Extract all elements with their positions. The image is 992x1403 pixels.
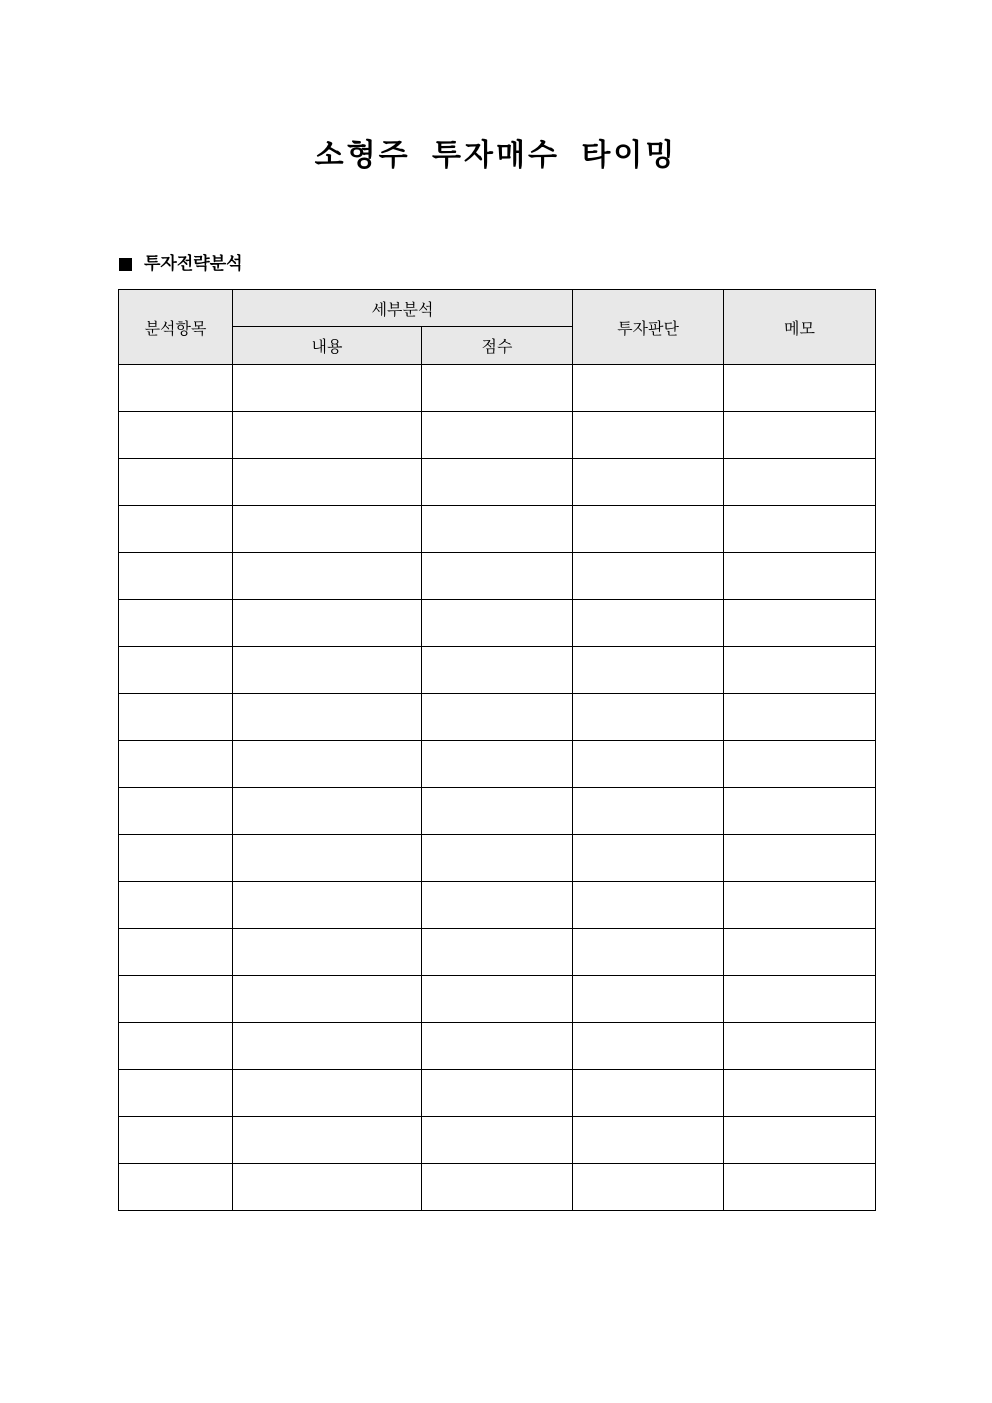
cell-score[interactable] <box>422 788 573 835</box>
cell-investment-decision[interactable] <box>573 788 724 835</box>
cell-content[interactable] <box>233 1070 422 1117</box>
table-row <box>119 459 876 506</box>
cell-memo[interactable] <box>724 600 876 647</box>
cell-memo[interactable] <box>724 882 876 929</box>
cell-analysis-item[interactable] <box>119 835 233 882</box>
cell-score[interactable] <box>422 835 573 882</box>
cell-memo[interactable] <box>724 412 876 459</box>
cell-memo[interactable] <box>724 694 876 741</box>
cell-score[interactable] <box>422 600 573 647</box>
cell-investment-decision[interactable] <box>573 882 724 929</box>
cell-memo[interactable] <box>724 1164 876 1211</box>
section-heading-label: 투자전략분석 <box>144 254 243 274</box>
cell-content[interactable] <box>233 459 422 506</box>
table-row <box>119 1117 876 1164</box>
cell-investment-decision[interactable] <box>573 647 724 694</box>
cell-content[interactable] <box>233 741 422 788</box>
cell-score[interactable] <box>422 1117 573 1164</box>
cell-content[interactable] <box>233 1164 422 1211</box>
cell-content[interactable] <box>233 882 422 929</box>
cell-memo[interactable] <box>724 788 876 835</box>
cell-score[interactable] <box>422 647 573 694</box>
header-detail-analysis: 세부분석 <box>233 290 573 327</box>
cell-memo[interactable] <box>724 1117 876 1164</box>
table-row <box>119 882 876 929</box>
page-title: 소형주 투자매수 타이밍 <box>314 138 678 173</box>
cell-analysis-item[interactable] <box>119 929 233 976</box>
cell-analysis-item[interactable] <box>119 506 233 553</box>
cell-investment-decision[interactable] <box>573 929 724 976</box>
cell-investment-decision[interactable] <box>573 1023 724 1070</box>
cell-memo[interactable] <box>724 553 876 600</box>
header-investment-decision: 투자판단 <box>573 290 724 365</box>
table-row <box>119 1164 876 1211</box>
cell-score[interactable] <box>422 1023 573 1070</box>
cell-memo[interactable] <box>724 741 876 788</box>
cell-investment-decision[interactable] <box>573 1117 724 1164</box>
cell-content[interactable] <box>233 600 422 647</box>
cell-analysis-item[interactable] <box>119 1117 233 1164</box>
cell-content[interactable] <box>233 412 422 459</box>
cell-analysis-item[interactable] <box>119 1070 233 1117</box>
cell-memo[interactable] <box>724 976 876 1023</box>
cell-investment-decision[interactable] <box>573 506 724 553</box>
cell-content[interactable] <box>233 835 422 882</box>
cell-memo[interactable] <box>724 365 876 412</box>
cell-investment-decision[interactable] <box>573 976 724 1023</box>
cell-score[interactable] <box>422 741 573 788</box>
cell-content[interactable] <box>233 1117 422 1164</box>
cell-memo[interactable] <box>724 1070 876 1117</box>
cell-investment-decision[interactable] <box>573 1070 724 1117</box>
cell-investment-decision[interactable] <box>573 835 724 882</box>
table-row <box>119 835 876 882</box>
table-row <box>119 365 876 412</box>
table-row <box>119 788 876 835</box>
table-row <box>119 741 876 788</box>
table-row <box>119 600 876 647</box>
cell-content[interactable] <box>233 506 422 553</box>
cell-analysis-item[interactable] <box>119 741 233 788</box>
cell-score[interactable] <box>422 412 573 459</box>
cell-analysis-item[interactable] <box>119 1164 233 1211</box>
table-row <box>119 647 876 694</box>
table-row <box>119 506 876 553</box>
cell-memo[interactable] <box>724 647 876 694</box>
table-body <box>119 365 876 1211</box>
table-row <box>119 976 876 1023</box>
cell-investment-decision[interactable] <box>573 741 724 788</box>
table-row <box>119 412 876 459</box>
cell-analysis-item[interactable] <box>119 882 233 929</box>
cell-memo[interactable] <box>724 835 876 882</box>
table-row <box>119 1023 876 1070</box>
cell-score[interactable] <box>422 459 573 506</box>
cell-score[interactable] <box>422 553 573 600</box>
cell-analysis-item[interactable] <box>119 694 233 741</box>
square-bullet-icon <box>119 258 132 271</box>
cell-investment-decision[interactable] <box>573 694 724 741</box>
table-row <box>119 929 876 976</box>
header-content: 내용 <box>233 327 422 365</box>
cell-score[interactable] <box>422 506 573 553</box>
header-score: 점수 <box>422 327 573 365</box>
section-heading <box>119 252 243 276</box>
cell-analysis-item[interactable] <box>119 553 233 600</box>
cell-analysis-item[interactable] <box>119 600 233 647</box>
cell-investment-decision[interactable] <box>573 553 724 600</box>
cell-score[interactable] <box>422 882 573 929</box>
cell-content[interactable] <box>233 1023 422 1070</box>
cell-analysis-item[interactable] <box>119 1023 233 1070</box>
cell-analysis-item[interactable] <box>119 976 233 1023</box>
table-row <box>119 694 876 741</box>
cell-investment-decision[interactable] <box>573 1164 724 1211</box>
cell-memo[interactable] <box>724 1023 876 1070</box>
cell-investment-decision[interactable] <box>573 412 724 459</box>
cell-score[interactable] <box>422 929 573 976</box>
cell-memo[interactable] <box>724 929 876 976</box>
cell-memo[interactable] <box>724 506 876 553</box>
cell-memo[interactable] <box>724 459 876 506</box>
cell-content[interactable] <box>233 365 422 412</box>
header-memo: 메모 <box>724 290 876 365</box>
header-analysis-item: 분석항목 <box>119 290 233 365</box>
cell-investment-decision[interactable] <box>573 459 724 506</box>
investment-analysis-table <box>118 289 876 1211</box>
cell-score[interactable] <box>422 1070 573 1117</box>
cell-analysis-item[interactable] <box>119 412 233 459</box>
cell-score[interactable] <box>422 1164 573 1211</box>
cell-analysis-item[interactable] <box>119 647 233 694</box>
cell-analysis-item[interactable] <box>119 459 233 506</box>
table-row <box>119 553 876 600</box>
cell-score[interactable] <box>422 365 573 412</box>
cell-content[interactable] <box>233 788 422 835</box>
cell-analysis-item[interactable] <box>119 788 233 835</box>
table-row <box>119 1070 876 1117</box>
cell-score[interactable] <box>422 976 573 1023</box>
cell-investment-decision[interactable] <box>573 600 724 647</box>
cell-content[interactable] <box>233 694 422 741</box>
cell-score[interactable] <box>422 694 573 741</box>
cell-content[interactable] <box>233 647 422 694</box>
cell-content[interactable] <box>233 553 422 600</box>
table-header-row <box>119 290 876 327</box>
cell-analysis-item[interactable] <box>119 365 233 412</box>
cell-investment-decision[interactable] <box>573 365 724 412</box>
cell-content[interactable] <box>233 929 422 976</box>
cell-content[interactable] <box>233 976 422 1023</box>
